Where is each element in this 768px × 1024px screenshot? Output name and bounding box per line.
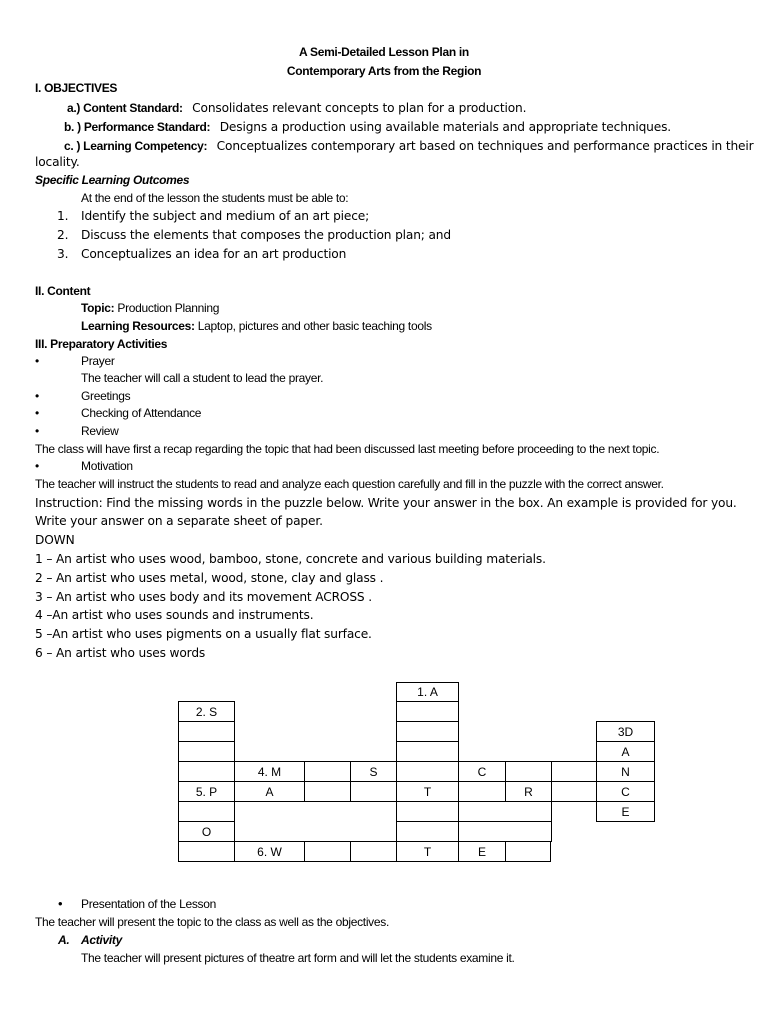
crossword-cell[interactable]: T [396, 781, 459, 802]
crossword-cell[interactable] [178, 721, 235, 742]
learning-competency-label: c. ) Learning Competency: [64, 139, 208, 153]
crossword-cell[interactable]: T [396, 841, 459, 862]
crossword-cell[interactable]: C [596, 781, 655, 802]
crossword-cell[interactable] [396, 701, 459, 722]
objectives-heading: I. OBJECTIVES [35, 81, 118, 95]
resources-label: Learning Resources: [81, 319, 195, 333]
clue-6: 6 – An artist who uses words [35, 646, 206, 660]
bullet-motivation: • [35, 459, 39, 473]
clues-heading: DOWN [35, 533, 75, 547]
crossword-cell[interactable]: O [178, 821, 235, 842]
crossword-cell[interactable] [458, 821, 552, 842]
bullet-review: • [35, 424, 39, 438]
crossword-cell[interactable]: A [596, 741, 655, 762]
crossword-cell[interactable] [304, 781, 351, 802]
clue-2: 2 – An artist who uses metal, wood, stone, clay and glass . [35, 571, 384, 585]
crossword-cell[interactable] [396, 721, 459, 742]
content-heading: II. Content [35, 284, 91, 298]
crossword-cell[interactable]: E [596, 801, 655, 822]
crossword-cell[interactable] [178, 761, 235, 782]
clue-1: 1 – An artist who uses wood, bamboo, stone, concrete and various building materials. [35, 552, 546, 566]
crossword-cell[interactable]: 2. S [178, 701, 235, 722]
bullet-presentation: • [58, 896, 63, 911]
review-label: Review [81, 424, 119, 438]
outcome-num-1: 1. [57, 209, 69, 223]
crossword-cell[interactable] [396, 821, 459, 842]
crossword-cell[interactable]: S [350, 761, 397, 782]
crossword-cell[interactable]: 1. A [396, 682, 459, 702]
crossword-cell[interactable] [505, 841, 551, 862]
outcomes-heading: Specific Learning Outcomes [35, 173, 190, 187]
attendance-label: Checking of Attendance [81, 406, 202, 420]
crossword-cell[interactable] [396, 761, 459, 782]
crossword-cell[interactable] [178, 801, 235, 822]
crossword-cell[interactable] [458, 801, 552, 822]
greetings-label: Greetings [81, 389, 131, 403]
bullet-prayer: • [35, 354, 39, 368]
outcome-text-3: Conceptualizes an idea for an art production [81, 247, 347, 261]
motivation-label: Motivation [81, 459, 133, 473]
title-line-2: Contemporary Arts from the Region [286, 64, 482, 78]
content-standard-label: a.) Content Standard: [67, 101, 183, 115]
preparatory-heading: III. Preparatory Activities [35, 337, 168, 351]
clue-4: 4 –An artist who uses sounds and instruments. [35, 608, 314, 622]
learning-competency-line [64, 137, 754, 155]
crossword-cell[interactable]: 3D [596, 721, 655, 742]
presentation-heading: Presentation of the Lesson [81, 897, 216, 911]
performance-standard-text: Designs a production using available materials and appropriate techniques. [219, 120, 672, 134]
instruction-line-1: Instruction: Find the missing words in the puzzle below. Write your answer in the box. An example is provided for you. [35, 496, 737, 510]
activity-num: A. [58, 933, 70, 947]
activity-label: Activity [81, 933, 122, 947]
prayer-label: Prayer [81, 354, 115, 368]
performance-standard-label: b. ) Performance Standard: [64, 120, 211, 134]
crossword-cell[interactable] [304, 841, 351, 862]
crossword-cell[interactable]: 6. W [234, 841, 305, 862]
outcome-num-3: 3. [57, 247, 69, 261]
presentation-desc: The teacher will present the topic to the class as well as the objectives. [35, 915, 389, 929]
clue-3: 3 – An artist who uses body and its movement ACROSS . [35, 590, 372, 604]
bullet-greetings: • [35, 389, 39, 403]
crossword-cell[interactable]: N [596, 761, 655, 782]
learning-competency-text-cont: locality. [35, 155, 80, 169]
crossword-cell[interactable]: C [458, 761, 506, 782]
crossword-cell[interactable]: E [458, 841, 506, 862]
topic-label: Topic: [81, 301, 115, 315]
clue-5: 5 –An artist who uses pigments on a usually flat surface. [35, 627, 372, 641]
resources-line [81, 320, 432, 334]
crossword-cell[interactable] [505, 761, 552, 782]
crossword-cell[interactable] [350, 841, 397, 862]
motivation-desc: The teacher will instruct the students to read and analyze each question carefully and fill in the puzzle with the correct answer. [35, 477, 664, 491]
crossword-cell[interactable] [551, 761, 597, 782]
outcomes-intro: At the end of the lesson the students must be able to: [81, 191, 349, 205]
outcome-text-2: Discuss the elements that composes the production plan; and [81, 228, 451, 242]
crossword-cell[interactable] [178, 741, 235, 762]
crossword-cell[interactable]: R [505, 781, 552, 802]
review-desc: The class will have first a recap regarding the topic that had been discussed last meeting before proceeding to the next topic. [35, 442, 660, 456]
topic-line [81, 302, 219, 316]
outcome-num-2: 2. [57, 228, 69, 242]
crossword-cell[interactable] [396, 741, 459, 762]
resources-text: Laptop, pictures and other basic teaching tools [197, 319, 432, 333]
crossword-cell[interactable]: A [234, 781, 305, 802]
crossword-cell[interactable] [551, 781, 597, 802]
learning-competency-text: Conceptualizes contemporary art based on techniques and performance practices in their [216, 139, 754, 153]
crossword-cell[interactable] [350, 781, 397, 802]
crossword-cell[interactable] [178, 841, 235, 862]
crossword-cell[interactable]: 4. M [234, 761, 305, 782]
crossword-cell[interactable] [396, 801, 459, 822]
content-standard-text: Consolidates relevant concepts to plan for a production. [192, 101, 527, 115]
content-standard-line [67, 99, 526, 117]
outcome-text-1: Identify the subject and medium of an art piece; [81, 209, 370, 223]
bullet-attendance: • [35, 406, 39, 420]
title-line-1: A Semi-Detailed Lesson Plan in [299, 45, 469, 59]
crossword-cell[interactable] [304, 761, 351, 782]
prayer-desc: The teacher will call a student to lead the prayer. [81, 371, 324, 385]
instruction-line-2: Write your answer on a separate sheet of paper. [35, 514, 323, 528]
crossword-cell[interactable] [458, 781, 506, 802]
activity-desc: The teacher will present pictures of theatre art form and will let the students examine it. [81, 951, 515, 965]
topic-text: Production Planning [117, 301, 220, 315]
crossword-cell[interactable]: 5. P [178, 781, 235, 802]
performance-standard-line [64, 118, 671, 136]
